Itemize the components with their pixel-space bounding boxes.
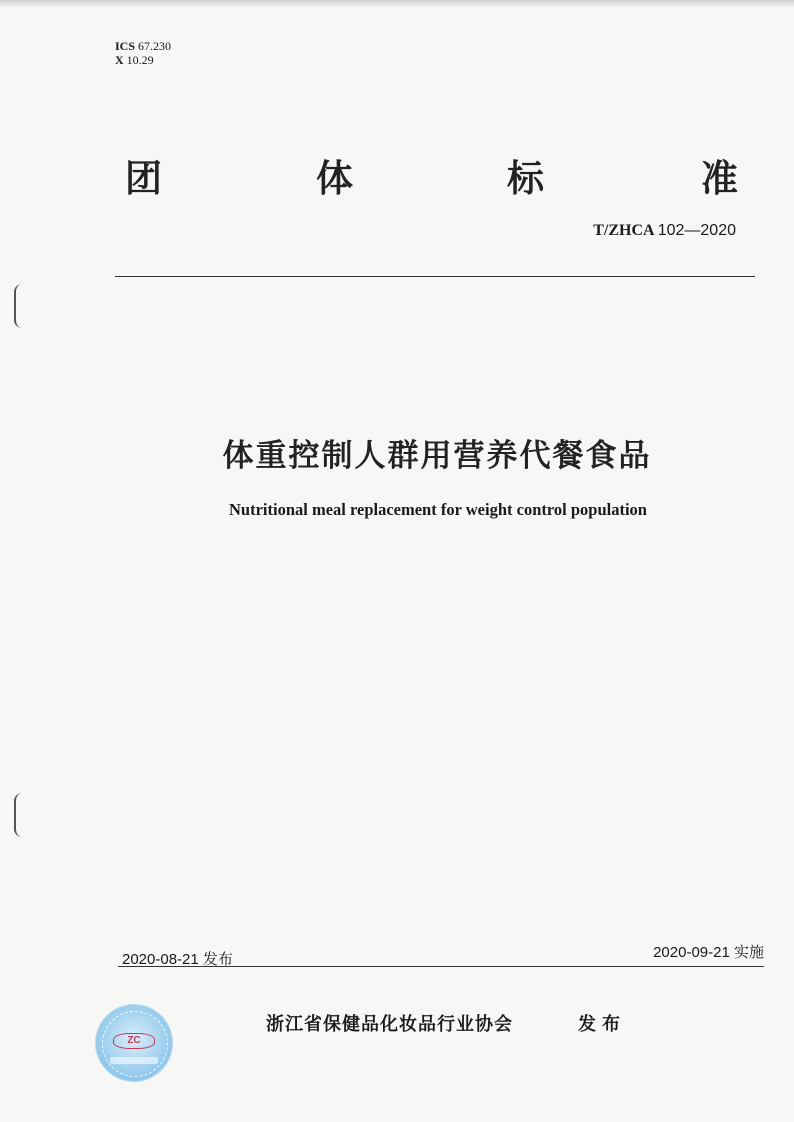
seal-emblem-icon: ZC xyxy=(113,1033,155,1049)
standard-number-value: 102—2020 xyxy=(657,222,736,239)
standard-type-char: 体 xyxy=(316,157,353,200)
ics-label: ICS xyxy=(115,39,136,53)
issue-date: 2020-08-21 发布 xyxy=(122,951,233,968)
ccs-value: 10.29 xyxy=(126,53,154,67)
footer-divider xyxy=(118,966,764,967)
binding-mark-top xyxy=(14,284,24,328)
standard-number-prefix: T/ZHCA xyxy=(593,222,654,239)
standard-type-char: 团 xyxy=(125,157,162,200)
ics-line xyxy=(115,39,171,53)
page-top-edge xyxy=(0,0,794,8)
binding-mark-bottom xyxy=(14,793,24,837)
standard-type-heading xyxy=(125,148,745,200)
header-divider xyxy=(115,276,755,277)
classification-codes xyxy=(115,39,171,67)
implementation-date: 2020-09-21 实施 xyxy=(653,944,764,961)
ccs-line xyxy=(115,53,171,67)
chinese-title: 体重控制人群用营养代餐食品 xyxy=(222,438,652,474)
anti-counterfeit-seal-icon xyxy=(96,1005,172,1081)
standard-number xyxy=(593,222,736,240)
seal-band xyxy=(110,1057,158,1064)
english-title: Nutritional meal replacement for weight control population xyxy=(229,500,647,519)
ccs-label: X xyxy=(115,53,124,67)
standard-type-char: 标 xyxy=(507,157,544,200)
standard-type-char: 准 xyxy=(701,157,738,200)
publisher-name: 浙江省保健品化妆品行业协会 xyxy=(266,1014,513,1035)
publish-label: 发布 xyxy=(578,1014,626,1035)
ics-value: 67.230 xyxy=(138,39,172,53)
